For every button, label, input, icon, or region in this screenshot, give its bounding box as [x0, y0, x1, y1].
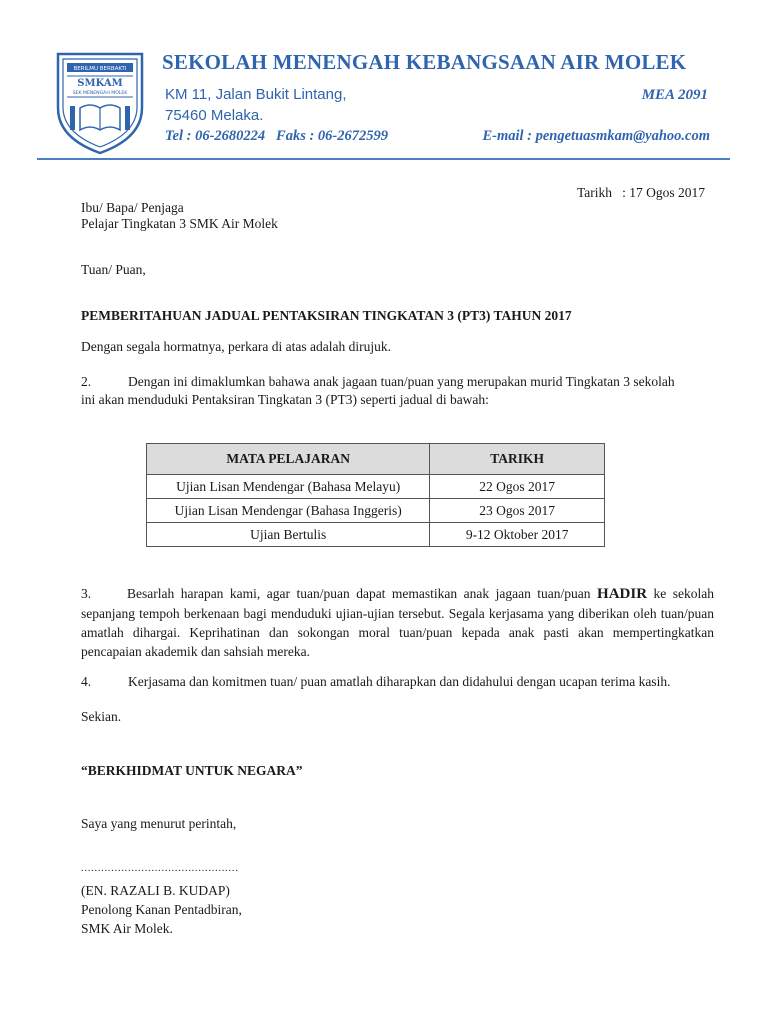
signer-name: (EN. RAZALI B. KUDAP) — [81, 883, 230, 898]
letter-date: Tarikh : 17 Ogos 2017 — [577, 185, 706, 200]
paragraph-2-number: 2. — [81, 374, 92, 389]
subject-heading: PEMBERITAHUAN JADUAL PENTAKSIRAN TINGKATAN 3 (PT3) TAHUN 2017 — [81, 308, 572, 323]
cell-date: 9-12 Oktober 2017 — [430, 523, 605, 547]
signature-line: ............................................... — [81, 862, 239, 874]
sign-off: Saya yang menurut perintah, — [81, 816, 237, 831]
cell-subject: Ujian Bertulis — [147, 523, 430, 547]
paragraph-3-number: 3. — [81, 586, 92, 601]
table-row — [147, 499, 605, 523]
school-crest-logo — [50, 50, 150, 156]
signer-organization: SMK Air Molek. — [81, 921, 173, 936]
school-code: MEA 2091 — [641, 87, 708, 103]
address-line-2: 75460 Melaka. — [165, 107, 264, 124]
crest-name-text: SEK MENENGAH MOLEK — [72, 91, 128, 96]
table-row — [147, 475, 605, 499]
recipient-line-1: Ibu/ Bapa/ Penjaga — [81, 200, 184, 215]
paragraph-2-line-2: ini akan menduduki Pentaksiran Tingkatan 3 (PT3) seperti jadual di bawah: — [81, 392, 489, 407]
header-subject: MATA PELAJARAN — [147, 444, 430, 475]
opening-sentence: Dengan segala hormatnya, perkara di atas adalah dirujuk. — [81, 339, 391, 354]
address-line-1: KM 11, Jalan Bukit Lintang, — [165, 86, 347, 103]
school-name: SEKOLAH MENENGAH KEBANGSAAN AIR MOLEK — [162, 50, 687, 74]
paragraph-3-text-after: ke sekolah sepanjang tempoh berkenaan bagi menduduki ujian-ujian tersebut. Segala kerjasama yang diberikan oleh tuan/puan amatlah dihargai. Keprihatinan dan sokongan moral tuan/puan kepada anak pasti akan mempertingkatkan pencapaian akademik dan sahsiah mereka. — [81, 586, 714, 659]
closing: Sekian. — [81, 709, 122, 724]
recipient-line-2: Pelajar Tingkatan 3 SMK Air Molek — [81, 216, 278, 231]
crest-abbrev-text: SMKAM — [77, 78, 123, 89]
header-date: TARIKH — [430, 444, 605, 475]
paragraph-4-text: Kerjasama dan komitmen tuan/ puan amatlah diharapkan dan didahului dengan ucapan terima kasih. — [128, 674, 671, 689]
letterhead-divider — [37, 158, 730, 160]
letterhead — [0, 0, 768, 165]
paragraph-2-line-1: Dengan ini dimaklumkan bahawa anak jagaan tuan/puan yang merupakan murid Tingkatan 3 sekolah — [128, 374, 675, 389]
paragraph-4 — [81, 672, 670, 691]
paragraph-4-number: 4. — [81, 674, 92, 689]
cell-subject: Ujian Lisan Mendengar (Bahasa Inggeris) — [147, 499, 430, 523]
paragraph-3 — [81, 584, 714, 661]
crest-motto-text: BERILMU BERBAKTI — [73, 66, 127, 72]
cell-date: 23 Ogos 2017 — [430, 499, 605, 523]
table-header-row — [147, 444, 605, 475]
salutation: Tuan/ Puan, — [81, 262, 146, 277]
table-row — [147, 523, 605, 547]
paragraph-2 — [81, 372, 675, 391]
paragraph-3-emphasis: HADIR — [597, 586, 648, 602]
email-address: E-mail : pengetuasmkam@yahoo.com — [482, 128, 710, 144]
phone-fax: Tel : 06-2680224 Faks : 06-2672599 — [165, 128, 388, 144]
cell-date: 22 Ogos 2017 — [430, 475, 605, 499]
motto: “BERKHIDMAT UNTUK NEGARA” — [81, 763, 303, 778]
exam-schedule-table — [146, 443, 605, 547]
cell-subject: Ujian Lisan Mendengar (Bahasa Melayu) — [147, 475, 430, 499]
signer-title: Penolong Kanan Pentadbiran, — [81, 902, 242, 917]
paragraph-3-text-before: Besarlah harapan kami, agar tuan/puan dapat memastikan anak jagaan tuan/puan — [127, 586, 598, 601]
